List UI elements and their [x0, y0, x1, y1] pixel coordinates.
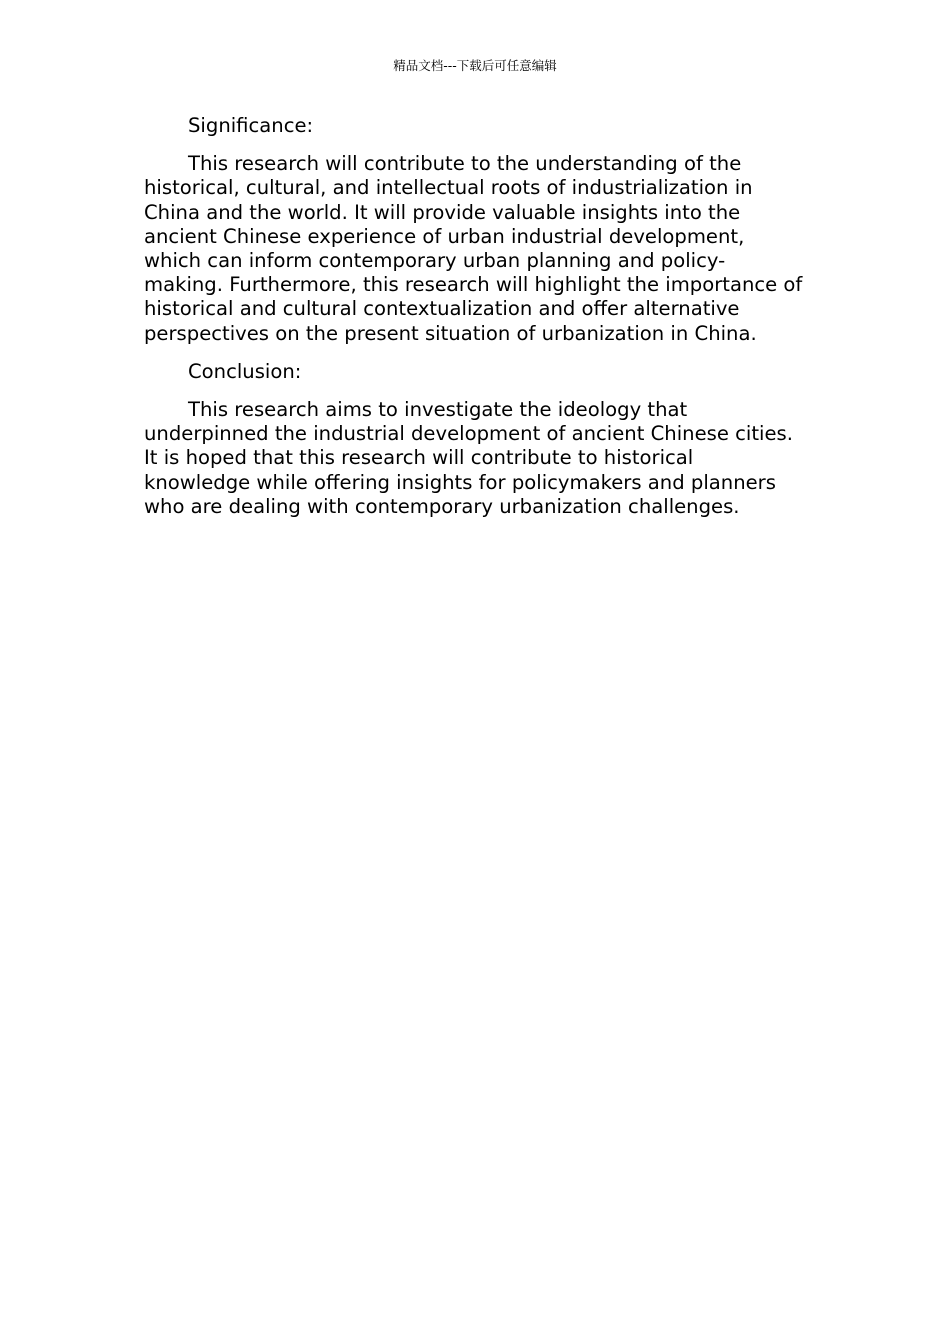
paragraph-conclusion: This research aims to investigate the ideology that underpinned the industrial development of ancient Chinese cities. It is hoped that this research will contribute to historical knowledge while offering insights for policymakers and planners who are dealing with contemporary urbanization challenges.: [144, 398, 793, 518]
paragraph-significance: This research will contribute to the understanding of the historical, cultural, and intellectual roots of industrialization in China and the world. It will provide valuable insights into the ancient Chinese experience of urban industrial development, which can inform contemporary urban planning and policy-making. Furthermore, this research will highlight the importance of historical and cultural contextualization and offer alternative perspectives on the present situation of urbanization in China.: [144, 152, 803, 345]
page-header: 精品文档---下载后可任意编辑: [393, 58, 557, 73]
section-heading-conclusion: Conclusion:: [188, 359, 302, 383]
document-body: [144, 114, 804, 533]
section-heading-significance: Significance:: [188, 114, 314, 137]
